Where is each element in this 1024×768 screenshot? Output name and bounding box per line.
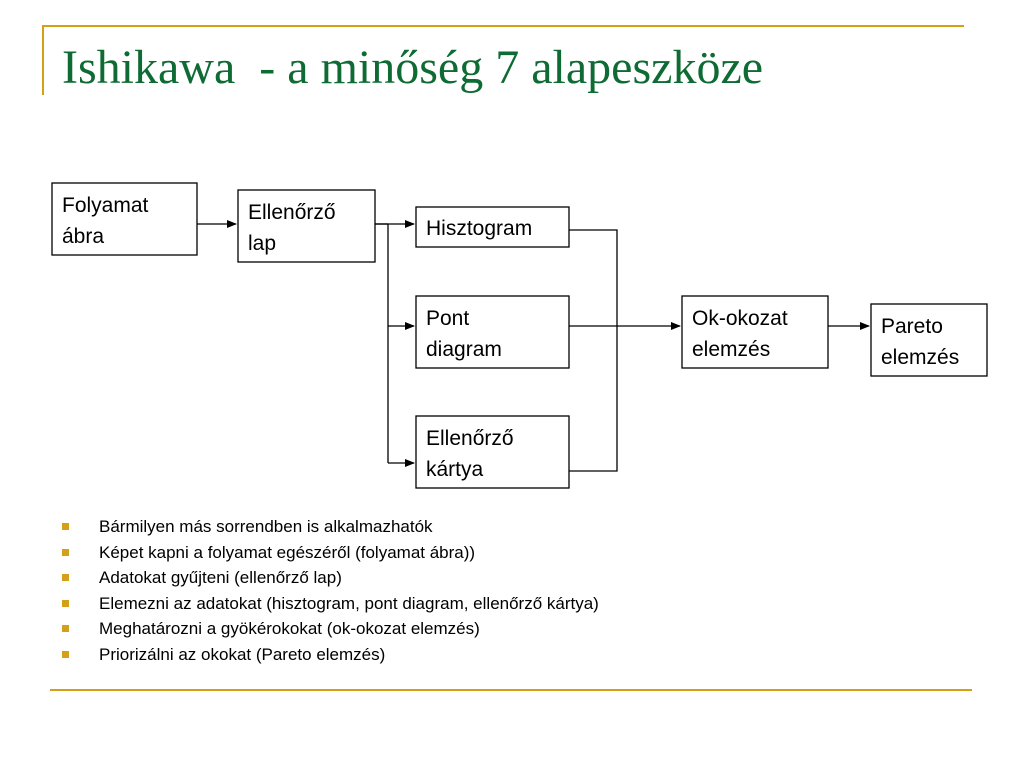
square-bullet-icon	[62, 523, 69, 530]
bullet-item	[62, 565, 599, 591]
node-label-line: Ellenőrző	[426, 427, 514, 450]
bullet-item	[62, 642, 599, 668]
node-hisztogram	[416, 207, 569, 247]
bullet-text: Elemezni az adatokat (hisztogram, pont diagram, ellenőrző kártya)	[99, 593, 599, 613]
node-pont-diagram	[416, 296, 569, 368]
square-bullet-icon	[62, 549, 69, 556]
node-label-line: Ok-okozat	[692, 307, 788, 330]
bottom-accent-line	[50, 689, 972, 691]
node-label-line: Pareto	[881, 315, 943, 338]
node-ellenorzo-lap	[238, 190, 375, 262]
node-label-line: Pont	[426, 307, 470, 330]
bullet-text: Képet kapni a folyamat egészéről (folyamat ábra))	[99, 542, 476, 562]
bullet-text: Adatokat gyűjteni (ellenőrző lap)	[99, 568, 342, 587]
node-label-line: kártya	[426, 458, 484, 481]
node-folyamat-abra	[52, 183, 197, 255]
node-label-line: diagram	[426, 338, 502, 361]
bullet-item	[62, 616, 599, 642]
edge-kartya-to-merge	[569, 326, 617, 471]
square-bullet-icon	[62, 574, 69, 581]
slide-title: Ishikawa - a minőség 7 alapeszköze	[62, 41, 764, 94]
node-ellenorzo-kartya	[416, 416, 569, 488]
bullet-item	[62, 591, 599, 617]
bullet-text: Bármilyen más sorrendben is alkalmazhatók	[99, 517, 433, 536]
node-label-line: Ellenőrző	[248, 201, 336, 224]
node-ok-okozat-elemzes	[682, 296, 828, 368]
edge-hisztogram-to-merge	[569, 230, 617, 326]
node-pareto-elemzes	[871, 304, 987, 376]
node-label-line: elemzés	[881, 346, 960, 369]
node-label-line: Hisztogram	[426, 217, 533, 240]
square-bullet-icon	[62, 651, 69, 658]
bullet-item	[62, 514, 599, 540]
square-bullet-icon	[62, 625, 69, 632]
node-label-line: ábra	[62, 225, 105, 248]
bullet-text: Priorizálni az okokat (Pareto elemzés)	[99, 644, 386, 664]
bullet-item	[62, 540, 599, 566]
square-bullet-icon	[62, 600, 69, 607]
node-label-line: lap	[248, 232, 277, 255]
node-label-line: elemzés	[692, 338, 771, 361]
bullet-list	[62, 514, 599, 667]
bullet-text: Meghatározni a gyökérokokat (ok-okozat elemzés)	[99, 619, 480, 638]
node-label-line: Folyamat	[62, 194, 149, 217]
